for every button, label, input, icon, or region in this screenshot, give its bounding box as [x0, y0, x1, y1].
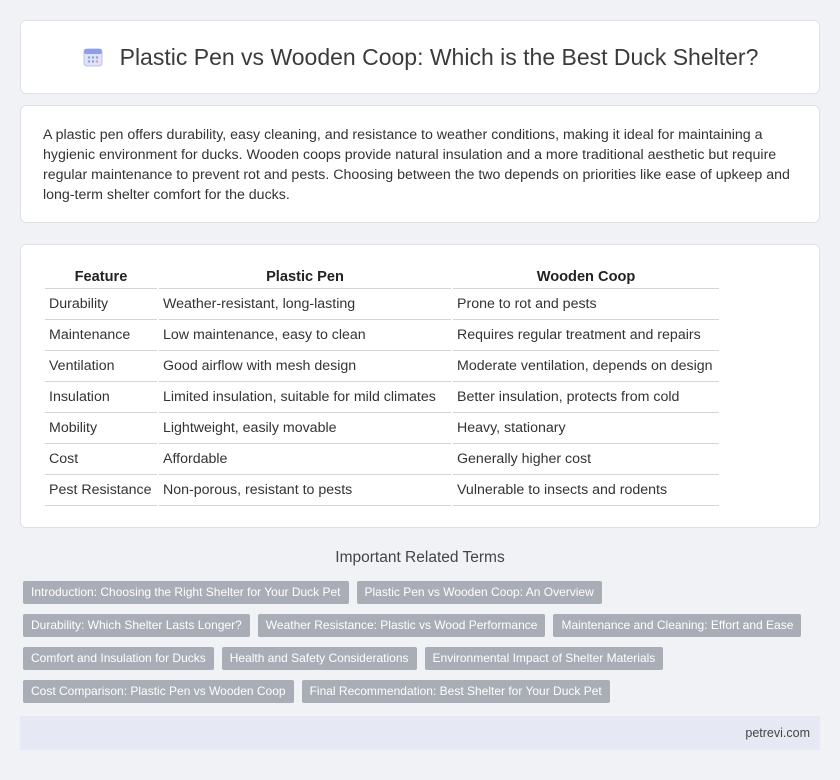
plastic-pen-cell: Weather-resistant, long-lasting: [159, 289, 451, 320]
comparison-table-card: [20, 244, 820, 528]
related-tag[interactable]: Health and Safety Considerations: [222, 647, 417, 670]
wooden-coop-cell: Moderate ventilation, depends on design: [453, 351, 719, 382]
related-tag[interactable]: Cost Comparison: Plastic Pen vs Wooden Coop: [23, 680, 294, 703]
table-row: [45, 413, 719, 444]
feature-cell: Ventilation: [45, 351, 157, 382]
wooden-coop-cell: Generally higher cost: [453, 444, 719, 475]
header-feature: Feature: [45, 265, 157, 289]
header-wooden-coop: Wooden Coop: [453, 265, 719, 289]
table-row: [45, 320, 719, 351]
wooden-coop-cell: Prone to rot and pests: [453, 289, 719, 320]
feature-cell: Pest Resistance: [45, 475, 157, 506]
plastic-pen-cell: Non-porous, resistant to pests: [159, 475, 451, 506]
related-tag[interactable]: Comfort and Insulation for Ducks: [23, 647, 214, 670]
wooden-coop-cell: Heavy, stationary: [453, 413, 719, 444]
feature-cell: Mobility: [45, 413, 157, 444]
table-row: [45, 351, 719, 382]
footer: [20, 716, 820, 750]
feature-cell: Insulation: [45, 382, 157, 413]
header-plastic-pen: Plastic Pen: [159, 265, 451, 289]
page-title: Plastic Pen vs Wooden Coop: Which is the Best Duck Shelter?: [119, 43, 759, 70]
related-terms-heading: Important Related Terms: [335, 549, 505, 566]
related-tag[interactable]: Environmental Impact of Shelter Materials: [425, 647, 664, 670]
feature-cell: Durability: [45, 289, 157, 320]
wooden-coop-cell: Better insulation, protects from cold: [453, 382, 719, 413]
intro-text: A plastic pen offers durability, easy cleaning, and resistance to weather conditions, making it ideal for maintaining a hygienic environment for ducks. Wooden coops provide natural insulation and a more traditional aesthetic but require regular maintenance to prevent rot and pests. Choosing between the two depends on priorities like ease of upkeep and long-term shelter comfort for the ducks.: [43, 127, 790, 203]
table-header-row: [45, 265, 719, 289]
related-tag[interactable]: Plastic Pen vs Wooden Coop: An Overview: [357, 581, 602, 604]
table-row: [45, 382, 719, 413]
footer-site-link[interactable]: petrevi.com: [745, 726, 810, 740]
table-row: [45, 475, 719, 506]
plastic-pen-cell: Low maintenance, easy to clean: [159, 320, 451, 351]
plastic-pen-cell: Limited insulation, suitable for mild climates: [159, 382, 451, 413]
related-tag[interactable]: Durability: Which Shelter Lasts Longer?: [23, 614, 250, 637]
plastic-pen-cell: Good airflow with mesh design: [159, 351, 451, 382]
wooden-coop-cell: Requires regular treatment and repairs: [453, 320, 719, 351]
comparison-table: [43, 265, 721, 506]
related-tag[interactable]: Maintenance and Cleaning: Effort and Ease: [553, 614, 801, 637]
table-row: [45, 289, 719, 320]
related-tag[interactable]: Final Recommendation: Best Shelter for Your Duck Pet: [302, 680, 610, 703]
feature-cell: Cost: [45, 444, 157, 475]
related-tag[interactable]: Introduction: Choosing the Right Shelter for Your Duck Pet: [23, 581, 349, 604]
title-card: [20, 20, 820, 94]
related-tag[interactable]: Weather Resistance: Plastic vs Wood Performance: [258, 614, 546, 637]
plastic-pen-cell: Affordable: [159, 444, 451, 475]
calendar-icon: [82, 46, 104, 68]
plastic-pen-cell: Lightweight, easily movable: [159, 413, 451, 444]
intro-card: [20, 105, 820, 223]
related-terms-tags: [23, 581, 803, 703]
wooden-coop-cell: Vulnerable to insects and rodents: [453, 475, 719, 506]
table-row: [45, 444, 719, 475]
feature-cell: Maintenance: [45, 320, 157, 351]
